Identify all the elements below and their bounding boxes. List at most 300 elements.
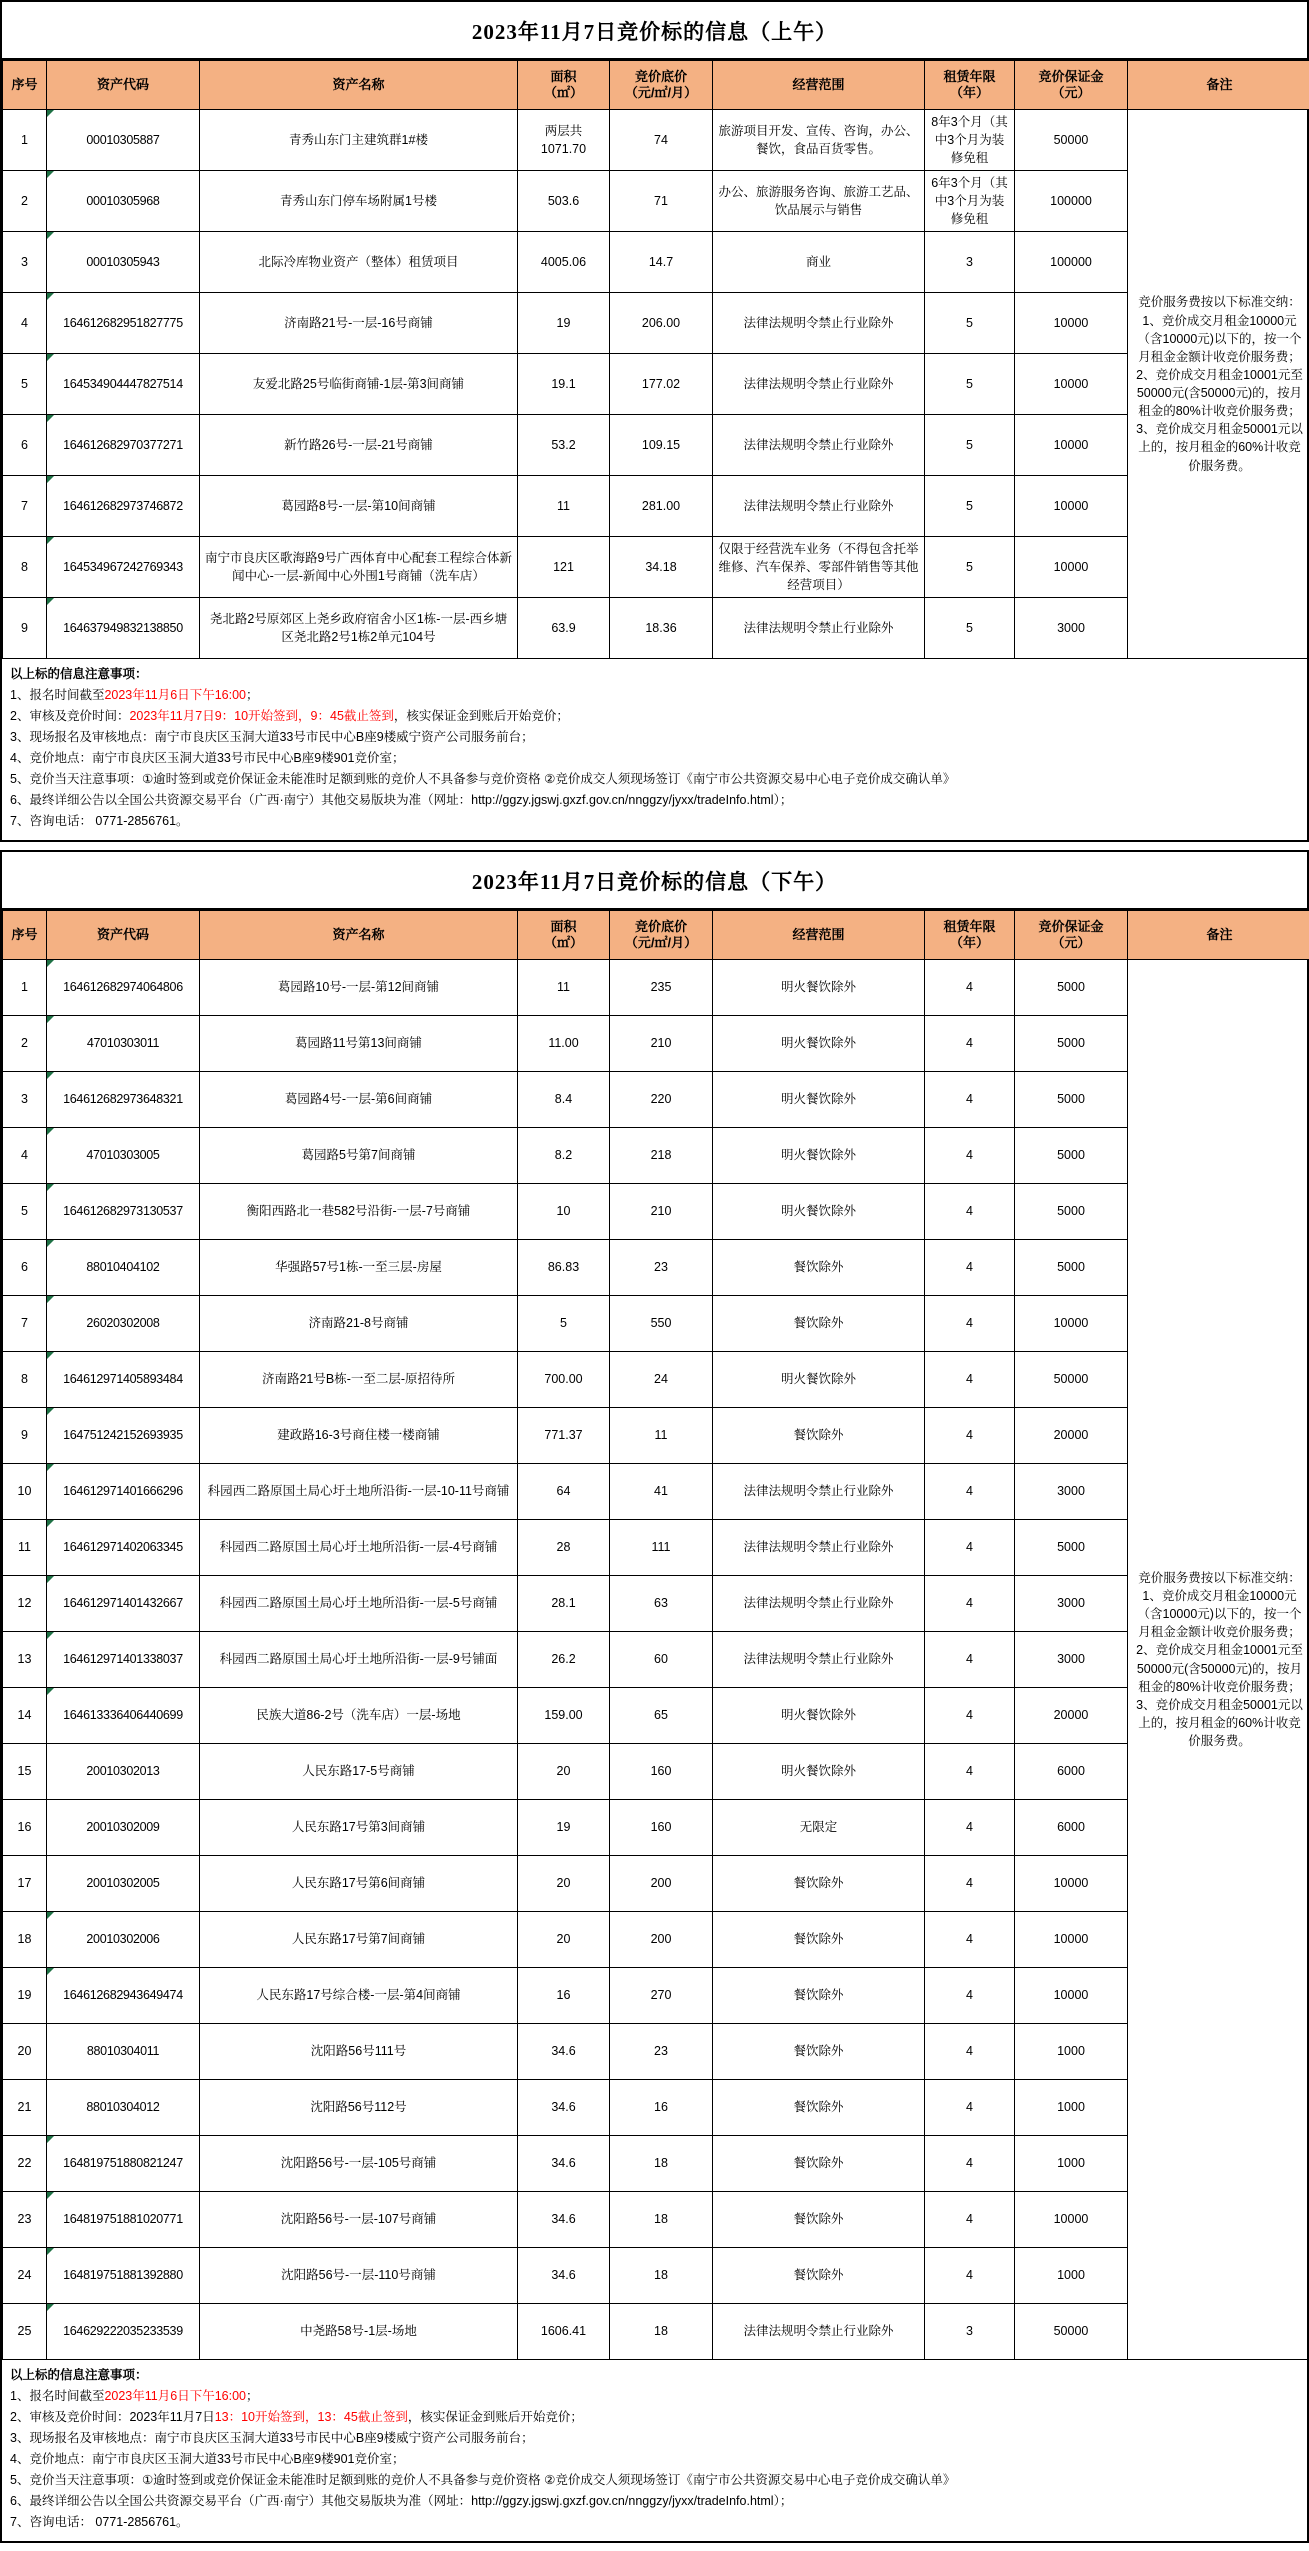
remark-merged-cell: 竞价服务费按以下标准交纳： 1、竞价成交月租金10000元（含10000元)以下的，按一个月租金金额计收竞价服务费； 2、竞价成交月租金10001元至50000元(含50000元)的，按月租金的80%计收竞价服务费； 3、竞价成交月租金50001元以上的，按月租金的60%计收竞价服务费。 bbox=[1128, 960, 1309, 2360]
cell-business-scope: 餐饮除外 bbox=[713, 2192, 925, 2248]
cell-lease-term: 6年3个月（其中3个月为装修免租 bbox=[925, 171, 1015, 232]
cell-business-scope: 无限定 bbox=[713, 1800, 925, 1856]
cell-asset-name: 葛园路8号-一层-第10间商铺 bbox=[200, 476, 518, 537]
excel-flag-triangle-icon bbox=[47, 110, 54, 117]
excel-flag-triangle-icon bbox=[47, 1520, 54, 1527]
cell-asset-name: 衡阳西路北一巷582号沿街-一层-7号商铺 bbox=[200, 1184, 518, 1240]
cell-area: 34.6 bbox=[518, 2136, 610, 2192]
cell-asset-code: 26020302008 bbox=[47, 1296, 200, 1352]
note-text: 6、最终详细公告以全国公共资源交易平台（广西·南宁）其他交易版块为准（网址：http://ggzy.jgswj.gxzf.gov.cn/nnggzy/jyxx/tradeInfo.html）； bbox=[10, 793, 792, 807]
excel-flag-triangle-icon bbox=[47, 293, 54, 300]
cell-area: 1606.41 bbox=[518, 2304, 610, 2360]
cell-lease-term: 5 bbox=[925, 415, 1015, 476]
cell-floor-price: 206.00 bbox=[610, 293, 713, 354]
cell-deposit: 3000 bbox=[1015, 1464, 1128, 1520]
cell-floor-price: 14.7 bbox=[610, 232, 713, 293]
cell-deposit: 5000 bbox=[1015, 1520, 1128, 1576]
note-line bbox=[10, 2386, 1299, 2407]
cell-business-scope: 餐饮除外 bbox=[713, 1968, 925, 2024]
cell-business-scope: 旅游项目开发、宣传、咨询，办公、餐饮，食品百货零售。 bbox=[713, 110, 925, 171]
cell-serial: 25 bbox=[3, 2304, 47, 2360]
cell-lease-term: 3 bbox=[925, 2304, 1015, 2360]
cell-lease-term: 4 bbox=[925, 1464, 1015, 1520]
col-header-6: 租赁年限 （年） bbox=[925, 911, 1015, 960]
morning-title: 2023年11月7日竞价标的信息（上午） bbox=[2, 2, 1307, 60]
col-header-2: 资产名称 bbox=[200, 911, 518, 960]
morning-sheet bbox=[0, 0, 1309, 842]
afternoon-table bbox=[2, 910, 1309, 2360]
cell-business-scope: 餐饮除外 bbox=[713, 1408, 925, 1464]
cell-area: 8.2 bbox=[518, 1128, 610, 1184]
table-row bbox=[3, 1912, 1309, 1968]
cell-asset-code: 164751242152693935 bbox=[47, 1408, 200, 1464]
cell-lease-term: 4 bbox=[925, 2136, 1015, 2192]
cell-lease-term: 8年3个月（其中3个月为装修免租 bbox=[925, 110, 1015, 171]
notes-list bbox=[10, 685, 1299, 832]
cell-asset-name: 青秀山东门停车场附属1号楼 bbox=[200, 171, 518, 232]
cell-area: 28 bbox=[518, 1520, 610, 1576]
cell-serial: 6 bbox=[3, 1240, 47, 1296]
cell-asset-name: 人民东路17号第3间商铺 bbox=[200, 1800, 518, 1856]
cell-floor-price: 23 bbox=[610, 1240, 713, 1296]
cell-asset-name: 沈阳路56号-一层-107号商铺 bbox=[200, 2192, 518, 2248]
table-row bbox=[3, 2304, 1309, 2360]
note-line bbox=[10, 811, 1299, 832]
cell-area: 5 bbox=[518, 1296, 610, 1352]
cell-business-scope: 餐饮除外 bbox=[713, 2248, 925, 2304]
cell-business-scope: 明火餐饮除外 bbox=[713, 1128, 925, 1184]
header-row bbox=[3, 911, 1309, 960]
note-text: ，核实保证金到账后开始竞价； bbox=[394, 709, 569, 723]
notes-list bbox=[10, 2386, 1299, 2533]
table-row bbox=[3, 476, 1309, 537]
cell-lease-term: 4 bbox=[925, 1016, 1015, 1072]
cell-asset-name: 中尧路58号-1层-场地 bbox=[200, 2304, 518, 2360]
cell-area: 34.6 bbox=[518, 2248, 610, 2304]
cell-floor-price: 18.36 bbox=[610, 598, 713, 659]
cell-deposit: 3000 bbox=[1015, 1576, 1128, 1632]
cell-business-scope: 明火餐饮除外 bbox=[713, 1072, 925, 1128]
cell-business-scope: 明火餐饮除外 bbox=[713, 1352, 925, 1408]
cell-floor-price: 160 bbox=[610, 1744, 713, 1800]
cell-deposit: 10000 bbox=[1015, 354, 1128, 415]
cell-lease-term: 4 bbox=[925, 1688, 1015, 1744]
col-header-6: 租赁年限 （年） bbox=[925, 61, 1015, 110]
cell-lease-term: 4 bbox=[925, 1744, 1015, 1800]
cell-floor-price: 220 bbox=[610, 1072, 713, 1128]
cell-floor-price: 235 bbox=[610, 960, 713, 1016]
cell-area: 34.6 bbox=[518, 2080, 610, 2136]
note-highlight-red: 2023年11月6日下午16:00 bbox=[104, 2389, 246, 2403]
cell-business-scope: 法律法规明令禁止行业除外 bbox=[713, 354, 925, 415]
cell-business-scope: 法律法规明令禁止行业除外 bbox=[713, 598, 925, 659]
cell-floor-price: 200 bbox=[610, 1856, 713, 1912]
note-highlight-red: 2023年11月6日下午16:00 bbox=[104, 688, 246, 702]
table-row bbox=[3, 1408, 1309, 1464]
col-header-4: 竞价底价 （元/㎡/月） bbox=[610, 911, 713, 960]
cell-area: 11 bbox=[518, 476, 610, 537]
table-row bbox=[3, 1800, 1309, 1856]
table-row bbox=[3, 1968, 1309, 2024]
cell-serial: 3 bbox=[3, 232, 47, 293]
cell-business-scope: 餐饮除外 bbox=[713, 1856, 925, 1912]
cell-lease-term: 4 bbox=[925, 1352, 1015, 1408]
cell-area: 10 bbox=[518, 1184, 610, 1240]
cell-deposit: 5000 bbox=[1015, 1128, 1128, 1184]
cell-lease-term: 4 bbox=[925, 1408, 1015, 1464]
cell-floor-price: 270 bbox=[610, 1968, 713, 2024]
cell-deposit: 10000 bbox=[1015, 1296, 1128, 1352]
morning-notes bbox=[2, 659, 1307, 840]
cell-floor-price: 60 bbox=[610, 1632, 713, 1688]
cell-business-scope: 餐饮除外 bbox=[713, 2136, 925, 2192]
cell-area: 26.2 bbox=[518, 1632, 610, 1688]
table-row bbox=[3, 1520, 1309, 1576]
table-row bbox=[3, 2136, 1309, 2192]
col-header-0: 序号 bbox=[3, 911, 47, 960]
cell-lease-term: 4 bbox=[925, 1632, 1015, 1688]
excel-flag-triangle-icon bbox=[47, 960, 54, 967]
cell-asset-name: 人民东路17号综合楼-一层-第4间商铺 bbox=[200, 1968, 518, 2024]
cell-serial: 24 bbox=[3, 2248, 47, 2304]
cell-asset-code: 164637949832138850 bbox=[47, 598, 200, 659]
cell-serial: 2 bbox=[3, 171, 47, 232]
cell-floor-price: 111 bbox=[610, 1520, 713, 1576]
afternoon-title: 2023年11月7日竞价标的信息（下午） bbox=[2, 852, 1307, 910]
cell-business-scope: 明火餐饮除外 bbox=[713, 960, 925, 1016]
cell-deposit: 50000 bbox=[1015, 110, 1128, 171]
cell-deposit: 6000 bbox=[1015, 1744, 1128, 1800]
cell-asset-code: 164613336406440699 bbox=[47, 1688, 200, 1744]
cell-asset-name: 沈阳路56号111号 bbox=[200, 2024, 518, 2080]
note-highlight-red: 2023年11月7日9：10开始签到，9：45截止签到 bbox=[129, 709, 393, 723]
cell-area: 4005.06 bbox=[518, 232, 610, 293]
cell-serial: 16 bbox=[3, 1800, 47, 1856]
cell-asset-name: 新竹路26号-一层-21号商铺 bbox=[200, 415, 518, 476]
cell-area: 700.00 bbox=[518, 1352, 610, 1408]
cell-floor-price: 109.15 bbox=[610, 415, 713, 476]
col-header-3: 面积 （㎡） bbox=[518, 61, 610, 110]
col-header-3: 面积 （㎡） bbox=[518, 911, 610, 960]
cell-business-scope: 法律法规明令禁止行业除外 bbox=[713, 415, 925, 476]
cell-business-scope: 法律法规明令禁止行业除外 bbox=[713, 1520, 925, 1576]
col-header-7: 竞价保证金 （元） bbox=[1015, 911, 1128, 960]
col-header-1: 资产代码 bbox=[47, 61, 200, 110]
cell-serial: 11 bbox=[3, 1520, 47, 1576]
cell-deposit: 5000 bbox=[1015, 1184, 1128, 1240]
cell-asset-name: 人民东路17号第6间商铺 bbox=[200, 1856, 518, 1912]
afternoon-sheet bbox=[0, 850, 1309, 2543]
excel-flag-triangle-icon bbox=[47, 354, 54, 361]
excel-flag-triangle-icon bbox=[47, 232, 54, 239]
note-text: 4、竞价地点：南宁市良庆区玉洞大道33号市民中心B座9楼901竞价室； bbox=[10, 2452, 405, 2466]
cell-deposit: 100000 bbox=[1015, 232, 1128, 293]
cell-area: 34.6 bbox=[518, 2024, 610, 2080]
cell-floor-price: 210 bbox=[610, 1184, 713, 1240]
cell-asset-name: 沈阳路56号-一层-105号商铺 bbox=[200, 2136, 518, 2192]
cell-deposit: 5000 bbox=[1015, 1016, 1128, 1072]
cell-deposit: 5000 bbox=[1015, 1240, 1128, 1296]
cell-asset-name: 葛园路11号第13间商铺 bbox=[200, 1016, 518, 1072]
table-row bbox=[3, 1072, 1309, 1128]
cell-serial: 5 bbox=[3, 354, 47, 415]
cell-serial: 9 bbox=[3, 598, 47, 659]
cell-floor-price: 34.18 bbox=[610, 537, 713, 598]
cell-area: 11 bbox=[518, 960, 610, 1016]
cell-deposit: 20000 bbox=[1015, 1408, 1128, 1464]
note-text: 1、报名时间截至 bbox=[10, 2389, 104, 2403]
cell-asset-code: 88010304012 bbox=[47, 2080, 200, 2136]
col-header-2: 资产名称 bbox=[200, 61, 518, 110]
cell-serial: 22 bbox=[3, 2136, 47, 2192]
cell-area: 19 bbox=[518, 293, 610, 354]
table-row bbox=[3, 2024, 1309, 2080]
cell-asset-name: 葛园路4号-一层-第6间商铺 bbox=[200, 1072, 518, 1128]
excel-flag-triangle-icon bbox=[47, 1184, 54, 1191]
col-header-8: 备注 bbox=[1128, 911, 1309, 960]
excel-flag-triangle-icon bbox=[47, 1296, 54, 1303]
cell-floor-price: 218 bbox=[610, 1128, 713, 1184]
cell-serial: 3 bbox=[3, 1072, 47, 1128]
cell-lease-term: 4 bbox=[925, 1800, 1015, 1856]
cell-lease-term: 5 bbox=[925, 537, 1015, 598]
cell-asset-name: 沈阳路56号112号 bbox=[200, 2080, 518, 2136]
cell-deposit: 10000 bbox=[1015, 537, 1128, 598]
cell-area: 8.4 bbox=[518, 1072, 610, 1128]
note-text: ； bbox=[246, 2389, 259, 2403]
note-text: 2、审核及竞价时间：2023年11月7日 bbox=[10, 2410, 215, 2424]
cell-floor-price: 63 bbox=[610, 1576, 713, 1632]
cell-asset-name: 人民东路17-5号商铺 bbox=[200, 1744, 518, 1800]
table-row bbox=[3, 2248, 1309, 2304]
cell-floor-price: 18 bbox=[610, 2304, 713, 2360]
cell-serial: 5 bbox=[3, 1184, 47, 1240]
table-row bbox=[3, 1688, 1309, 1744]
note-line bbox=[10, 727, 1299, 748]
cell-asset-name: 济南路21-8号商铺 bbox=[200, 1296, 518, 1352]
cell-area: 16 bbox=[518, 1968, 610, 2024]
morning-table bbox=[2, 60, 1309, 659]
cell-business-scope: 明火餐饮除外 bbox=[713, 1688, 925, 1744]
cell-serial: 21 bbox=[3, 2080, 47, 2136]
note-line bbox=[10, 748, 1299, 769]
cell-serial: 4 bbox=[3, 293, 47, 354]
excel-flag-triangle-icon bbox=[47, 1240, 54, 1247]
cell-floor-price: 24 bbox=[610, 1352, 713, 1408]
cell-area: 53.2 bbox=[518, 415, 610, 476]
cell-asset-code: 164612682951827775 bbox=[47, 293, 200, 354]
cell-business-scope: 法律法规明令禁止行业除外 bbox=[713, 2304, 925, 2360]
cell-asset-code: 164612682973746872 bbox=[47, 476, 200, 537]
cell-floor-price: 16 bbox=[610, 2080, 713, 2136]
cell-deposit: 10000 bbox=[1015, 2192, 1128, 2248]
cell-deposit: 3000 bbox=[1015, 598, 1128, 659]
cell-business-scope: 法律法规明令禁止行业除外 bbox=[713, 476, 925, 537]
note-text: ，核实保证金到账后开始竞价； bbox=[408, 2410, 583, 2424]
cell-asset-name: 济南路21号-一层-16号商铺 bbox=[200, 293, 518, 354]
cell-asset-code: 164629222035233539 bbox=[47, 2304, 200, 2360]
cell-asset-name: 人民东路17号第7间商铺 bbox=[200, 1912, 518, 1968]
remark-merged-cell: 竞价服务费按以下标准交纳： 1、竞价成交月租金10000元（含10000元)以下的，按一个月租金金额计收竞价服务费； 2、竞价成交月租金10001元至50000元(含50000元)的，按月租金的80%计收竞价服务费； 3、竞价成交月租金50001元以上的，按月租金的60%计收竞价服务费。 bbox=[1128, 110, 1309, 659]
note-text: 4、竞价地点：南宁市良庆区玉洞大道33号市民中心B座9楼901竞价室； bbox=[10, 751, 405, 765]
cell-asset-code: 164612971401432667 bbox=[47, 1576, 200, 1632]
cell-area: 121 bbox=[518, 537, 610, 598]
note-line bbox=[10, 790, 1299, 811]
note-text: 1、报名时间截至 bbox=[10, 688, 104, 702]
table-row bbox=[3, 1184, 1309, 1240]
note-line bbox=[10, 2512, 1299, 2533]
cell-business-scope: 明火餐饮除外 bbox=[713, 1184, 925, 1240]
cell-business-scope: 法律法规明令禁止行业除外 bbox=[713, 293, 925, 354]
cell-floor-price: 41 bbox=[610, 1464, 713, 1520]
cell-lease-term: 4 bbox=[925, 1184, 1015, 1240]
cell-lease-term: 4 bbox=[925, 1240, 1015, 1296]
cell-business-scope: 办公、旅游服务咨询、旅游工艺品、饮品展示与销售 bbox=[713, 171, 925, 232]
table-row bbox=[3, 598, 1309, 659]
table-row bbox=[3, 1240, 1309, 1296]
cell-asset-name: 科园西二路原国土局心圩土地所沿街-一层-10-11号商铺 bbox=[200, 1464, 518, 1520]
cell-business-scope: 法律法规明令禁止行业除外 bbox=[713, 1464, 925, 1520]
table-row bbox=[3, 1576, 1309, 1632]
cell-serial: 1 bbox=[3, 110, 47, 171]
cell-floor-price: 18 bbox=[610, 2192, 713, 2248]
cell-area: 19 bbox=[518, 1800, 610, 1856]
cell-asset-code: 20010302005 bbox=[47, 1856, 200, 1912]
cell-lease-term: 4 bbox=[925, 1968, 1015, 2024]
cell-lease-term: 5 bbox=[925, 598, 1015, 659]
cell-floor-price: 160 bbox=[610, 1800, 713, 1856]
cell-deposit: 100000 bbox=[1015, 171, 1128, 232]
excel-flag-triangle-icon bbox=[47, 1408, 54, 1415]
cell-area: 771.37 bbox=[518, 1408, 610, 1464]
excel-flag-triangle-icon bbox=[47, 476, 54, 483]
cell-business-scope: 明火餐饮除外 bbox=[713, 1744, 925, 1800]
col-header-5: 经营范围 bbox=[713, 61, 925, 110]
cell-lease-term: 5 bbox=[925, 476, 1015, 537]
cell-asset-code: 00010305968 bbox=[47, 171, 200, 232]
cell-serial: 6 bbox=[3, 415, 47, 476]
excel-flag-triangle-icon bbox=[47, 1352, 54, 1359]
cell-floor-price: 200 bbox=[610, 1912, 713, 1968]
excel-flag-triangle-icon bbox=[47, 1464, 54, 1471]
notes-title: 以上标的信息注意事项： bbox=[10, 2365, 1299, 2386]
cell-business-scope: 法律法规明令禁止行业除外 bbox=[713, 1632, 925, 1688]
cell-area: 19.1 bbox=[518, 354, 610, 415]
cell-business-scope: 法律法规明令禁止行业除外 bbox=[713, 1576, 925, 1632]
cell-serial: 8 bbox=[3, 1352, 47, 1408]
cell-deposit: 6000 bbox=[1015, 1800, 1128, 1856]
cell-asset-code: 20010302013 bbox=[47, 1744, 200, 1800]
cell-asset-code: 164612971401666296 bbox=[47, 1464, 200, 1520]
cell-deposit: 50000 bbox=[1015, 1352, 1128, 1408]
cell-lease-term: 3 bbox=[925, 232, 1015, 293]
cell-deposit: 5000 bbox=[1015, 1072, 1128, 1128]
cell-deposit: 3000 bbox=[1015, 1632, 1128, 1688]
cell-business-scope: 餐饮除外 bbox=[713, 1912, 925, 1968]
excel-flag-triangle-icon bbox=[47, 1016, 54, 1023]
cell-asset-code: 88010304011 bbox=[47, 2024, 200, 2080]
note-line bbox=[10, 769, 1299, 790]
cell-asset-code: 164612682974064806 bbox=[47, 960, 200, 1016]
excel-flag-triangle-icon bbox=[47, 1968, 54, 1975]
excel-flag-triangle-icon bbox=[47, 2136, 54, 2143]
note-line bbox=[10, 2470, 1299, 2491]
excel-flag-triangle-icon bbox=[47, 2192, 54, 2199]
note-line bbox=[10, 706, 1299, 727]
cell-floor-price: 65 bbox=[610, 1688, 713, 1744]
cell-asset-code: 00010305943 bbox=[47, 232, 200, 293]
cell-lease-term: 4 bbox=[925, 1856, 1015, 1912]
cell-serial: 12 bbox=[3, 1576, 47, 1632]
cell-lease-term: 4 bbox=[925, 2192, 1015, 2248]
excel-flag-triangle-icon bbox=[47, 1688, 54, 1695]
cell-floor-price: 74 bbox=[610, 110, 713, 171]
cell-deposit: 5000 bbox=[1015, 960, 1128, 1016]
table-row bbox=[3, 293, 1309, 354]
note-text: 6、最终详细公告以全国公共资源交易平台（广西·南宁）其他交易版块为准（网址：http://ggzy.jgswj.gxzf.gov.cn/nnggzy/jyxx/tradeInfo.html）； bbox=[10, 2494, 792, 2508]
cell-asset-code: 20010302009 bbox=[47, 1800, 200, 1856]
cell-business-scope: 餐饮除外 bbox=[713, 2080, 925, 2136]
cell-serial: 2 bbox=[3, 1016, 47, 1072]
cell-lease-term: 4 bbox=[925, 1912, 1015, 1968]
note-text: 5、竞价当天注意事项：①逾时签到或竞价保证金未能准时足额到账的竞价人不具备参与竞价资格 ②竞价成交人须现场签订《南宁市公共资源交易中心电子竞价成交确认单》 bbox=[10, 772, 955, 786]
col-header-8: 备注 bbox=[1128, 61, 1309, 110]
cell-lease-term: 4 bbox=[925, 1296, 1015, 1352]
note-line bbox=[10, 685, 1299, 706]
cell-asset-name: 尧北路2号原郊区上尧乡政府宿舍小区1栋-一层-西乡塘区尧北路2号1栋2单元104号 bbox=[200, 598, 518, 659]
cell-asset-code: 00010305887 bbox=[47, 110, 200, 171]
cell-lease-term: 4 bbox=[925, 960, 1015, 1016]
cell-deposit: 1000 bbox=[1015, 2024, 1128, 2080]
cell-area: 两层共1071.70 bbox=[518, 110, 610, 171]
cell-deposit: 1000 bbox=[1015, 2080, 1128, 2136]
table-row bbox=[3, 1128, 1309, 1184]
cell-lease-term: 4 bbox=[925, 2080, 1015, 2136]
cell-asset-name: 科园西二路原国土局心圩土地所沿街-一层-4号商铺 bbox=[200, 1520, 518, 1576]
cell-serial: 10 bbox=[3, 1464, 47, 1520]
cell-serial: 4 bbox=[3, 1128, 47, 1184]
cell-lease-term: 4 bbox=[925, 1576, 1015, 1632]
afternoon-notes bbox=[2, 2360, 1307, 2541]
cell-floor-price: 71 bbox=[610, 171, 713, 232]
cell-lease-term: 5 bbox=[925, 293, 1015, 354]
cell-lease-term: 4 bbox=[925, 1128, 1015, 1184]
cell-serial: 13 bbox=[3, 1632, 47, 1688]
cell-asset-name: 科园西二路原国土局心圩土地所沿街-一层-9号铺面 bbox=[200, 1632, 518, 1688]
note-line bbox=[10, 2449, 1299, 2470]
cell-asset-code: 88010404102 bbox=[47, 1240, 200, 1296]
cell-serial: 15 bbox=[3, 1744, 47, 1800]
cell-asset-name: 建政路16-3号商住楼一楼商铺 bbox=[200, 1408, 518, 1464]
table-row bbox=[3, 1856, 1309, 1912]
table-row bbox=[3, 2080, 1309, 2136]
table-row bbox=[3, 415, 1309, 476]
cell-asset-code: 164612971402063345 bbox=[47, 1520, 200, 1576]
cell-deposit: 10000 bbox=[1015, 293, 1128, 354]
col-header-1: 资产代码 bbox=[47, 911, 200, 960]
cell-area: 159.00 bbox=[518, 1688, 610, 1744]
cell-asset-code: 164819751881020771 bbox=[47, 2192, 200, 2248]
cell-asset-name: 华强路57号1栋-一至三层-房屋 bbox=[200, 1240, 518, 1296]
cell-asset-code: 164612971401338037 bbox=[47, 1632, 200, 1688]
cell-deposit: 10000 bbox=[1015, 476, 1128, 537]
table-row bbox=[3, 110, 1309, 171]
cell-area: 34.6 bbox=[518, 2192, 610, 2248]
table-row bbox=[3, 171, 1309, 232]
cell-asset-name: 济南路21号B栋-一至二层-原招待所 bbox=[200, 1352, 518, 1408]
cell-area: 11.00 bbox=[518, 1016, 610, 1072]
cell-asset-code: 47010303011 bbox=[47, 1016, 200, 1072]
